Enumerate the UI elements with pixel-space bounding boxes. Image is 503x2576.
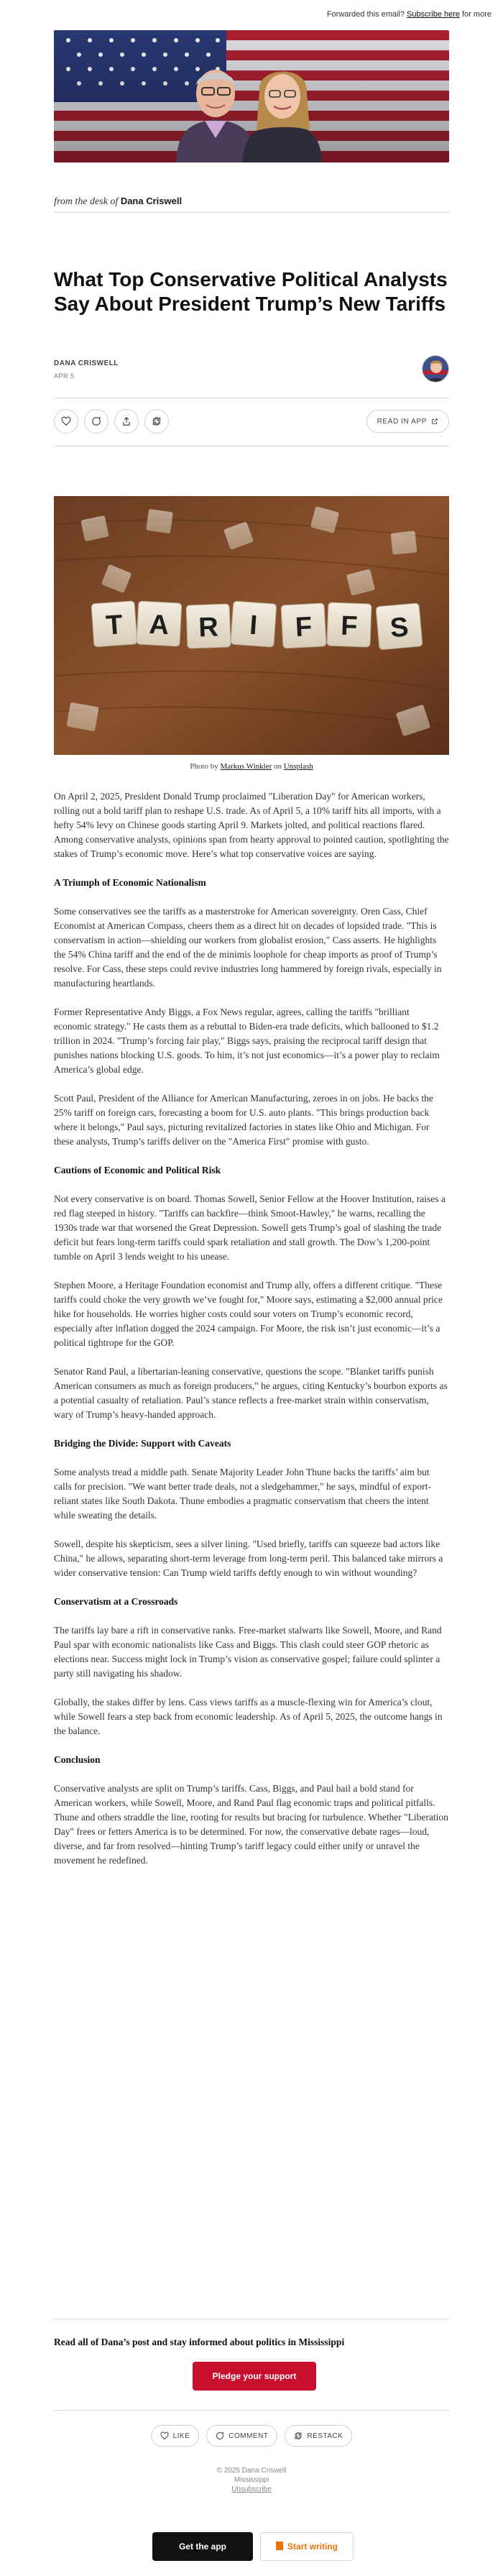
paragraph: Some conservatives see the tariffs as a masterstroke for American sovereignty. Oren Cass, Chief Economist at American Compass, cheers them as a direct hit on decades of lopsided trade. "This is conservatism in action—shielding our workers from globalist erosion," Cass asserts. He highlights the 54% China tariff and the end of the de minimis loophole for cheap imports as proof of Trump’s resolve. For Cass, these steps could revive industries long hammered by foreign rivals, especially in manufacturing heartlands. <box>54 906 442 989</box>
subscribe-link[interactable]: Subscribe here <box>407 10 461 19</box>
paragraph: Scott Paul, President of the Alliance for American Manufacturing, zeroes in on jobs. He backs the 25% tariff on foreign cars, forecasting a boom for U.S. auto plants. "This brings production back where it belongs," Paul says, picturing revitalized factories in states like Ohio and Michigan. For these analysts, Trump’s tariffs deliver on the "America First" promise with gusto. <box>54 1093 433 1147</box>
paragraph: Some analysts tread a middle path. Senate Majority Leader John Thune backs the tariffs’ aim but calls for precision. "We want better trade deals, not a sledgehammer," he says, mindful of export-reliant states like South Dakota. Thune embodies a pragmatic conservatism that cheers the intent while sweating the details. <box>54 1467 431 1521</box>
footer-location: Mississippi <box>234 2476 269 2484</box>
paragraph: On April 2, 2025, President Donald Trump proclaimed "Liberation Day" for American workers, rolling out a bold tariff plan to reshape U.S. trade. As of April 5, a 10% tariff hits all imports, with a hefty 54% levy on Chinese goods starting April 9. Markets jolted, and political reactions flared. Among conservative analysts, opinions span from hearty approval to pointed caution, spotlighting the stakes of Trump’s economic move. Here’s what top conservative voices are saying. <box>54 791 449 859</box>
unsplash-link[interactable]: Unsplash <box>283 762 313 771</box>
section-heading: Bridging the Divide: Support with Caveats <box>54 1438 231 1449</box>
tile-letter: I <box>248 610 259 641</box>
restack-pill-button[interactable] <box>285 2425 352 2447</box>
like-label: LIKE <box>172 2431 190 2440</box>
share-icon <box>121 416 131 426</box>
unsubscribe-link[interactable]: Unsubscribe <box>231 2485 272 2493</box>
caption-mid: on <box>274 762 282 771</box>
comment-icon <box>216 2431 224 2440</box>
restack-icon <box>294 2431 303 2440</box>
forward-suffix: for more <box>462 10 492 19</box>
paragraph: Conservative analysts are split on Trump’s tariffs. Cass, Biggs, and Paul hail a bold stand for American workers, while Sowell, Moore, and Rand Paul flag economic traps and political pitfalls. Thune and others straddle the line, rooting for results but bracing for turbulence. Whether "Liberation Day" frees or fetters America is to be determined. For now, the conservative debate rages—loud, diverse, and far from resolved—hinting Trump’s tariff legacy could either unify or unravel the movement he redefined. <box>54 1783 448 1866</box>
section-heading: Conservatism at a Crossroads <box>54 1596 178 1607</box>
divider <box>54 2410 449 2411</box>
like-button[interactable] <box>54 409 78 434</box>
restack-icon <box>152 416 162 426</box>
flag-photo <box>54 30 449 162</box>
section-heading: Cautions of Economic and Political Risk <box>54 1165 221 1175</box>
tile-letter: T <box>105 610 124 641</box>
comment-pill-button[interactable] <box>206 2425 277 2447</box>
scrabble-tiles-image <box>54 496 449 755</box>
post-author[interactable]: DANA CRISWELL <box>54 359 119 367</box>
external-link-icon <box>431 418 438 425</box>
paragraph: The tariffs lay bare a rift in conservative ranks. Free-market stalwarts like Sowell, Moore, and Rand Paul spar with economic nationalists like Cass and Biggs. This clash could steer GOP rhetoric as elections near. Success might lock in Trump’s vision as conservative gospel; failure could splinter a party still navigating his shadow. <box>54 1625 442 1679</box>
tile-letter: S <box>389 612 410 644</box>
tile-letter: A <box>148 609 170 641</box>
author-avatar[interactable] <box>422 355 449 382</box>
pledge-support-button[interactable]: Pledge your support <box>193 2362 316 2391</box>
heart-icon <box>160 2431 169 2440</box>
desk-author-name: Dana Criswell <box>120 196 183 206</box>
start-writing-label: Start writing <box>287 2541 338 2552</box>
desk-line <box>54 196 449 208</box>
photographer-link[interactable]: Markus Winkler <box>220 762 272 771</box>
post-actions <box>54 407 449 436</box>
comment-button[interactable] <box>84 409 109 434</box>
forward-bar <box>0 0 503 29</box>
tile-letter: R <box>198 612 219 643</box>
read-in-app-button[interactable] <box>366 410 449 433</box>
paragraph: Not every conservative is on board. Thomas Sowell, Senior Fellow at the Hoover Institution, raises a red flag steeped in history. "Tariffs can backfire—think Smoot-Hawley," he warns, recalling the 1930s trade war that worsened the Great Depression. Sowell gets Trump’s goal of slashing the trade deficit but fears long-term tariffs could spark retaliation and stall growth. The Dow’s 1,200-point tumble on April 3 lends weight to his unease. <box>54 1193 446 1262</box>
read-in-app-label: READ IN APP <box>377 417 427 426</box>
section-heading: Conclusion <box>54 1754 101 1765</box>
footer <box>0 2466 503 2494</box>
comment-label: COMMENT <box>229 2431 269 2440</box>
comment-icon <box>91 416 101 426</box>
article-body <box>54 789 449 1882</box>
desk-from: from the desk of <box>54 196 119 207</box>
restack-label: RESTACK <box>307 2431 343 2440</box>
post-date: APR 5 <box>54 372 75 380</box>
caption-prefix: Photo by <box>190 762 218 771</box>
forward-prefix: Forwarded this email? <box>326 10 405 19</box>
heart-icon <box>61 416 71 426</box>
like-pill-button[interactable] <box>151 2425 200 2447</box>
divider <box>54 212 449 213</box>
tile-letter: F <box>294 611 313 643</box>
paragraph: Sowell, despite his skepticism, sees a silver lining. "Used briefly, tariffs can squeeze bad actors like China," he allows, separating short-term leverage from long-term peril. This balanced take mirrors a wider conservative tension: Can Trump wield tariffs deftly enough to win without wounding? <box>54 1539 443 1578</box>
avatar-image <box>423 356 449 382</box>
share-button[interactable] <box>114 409 139 434</box>
substack-logo-icon <box>276 2541 283 2550</box>
tariffs-photo <box>54 496 449 755</box>
footer-copyright: © 2025 Dana Criswell <box>216 2467 287 2475</box>
paragraph: Globally, the stakes differ by lens. Cass views tariffs as a muscle-flexing win for America’s clout, while Sowell fears a step back from economic leadership. As of April 5, 2025, the outcome hangs in the balance. <box>54 1697 443 1736</box>
post-title: What Top Conservative Political Analysts Say About President Trump’s New Tariffs <box>54 268 448 315</box>
paragraph: Senator Rand Paul, a libertarian-leaning conservative, questions the scope. "Blanket tariffs punish American consumers as much as foreign producers," he argues, citing Kentucky’s bourbon exports as a potential casualty of retaliation. Paul’s stance reflects a free-market strain within conservatism, wary of Trump’s heavy-handed approach. <box>54 1366 448 1420</box>
cta-text: Read all of Dana’s post and stay informed about politics in Mississippi <box>54 2337 345 2347</box>
bottom-actions <box>0 2425 503 2447</box>
tile-letter: F <box>340 610 359 642</box>
paragraph: Stephen Moore, a Heritage Foundation economist and Trump ally, offers a different critique. "These tariffs could choke the very growth we’ve fought for," Moore says, estimating a $2,000 annual price hike for households. He worries higher costs could sour voters on Trump’s economic record, especially after inflation dogged the 2024 campaign. For Moore, the risk isn’t just economic—it’s a political tightrope for the GOP. <box>54 1280 443 1348</box>
photo-caption <box>54 762 449 771</box>
paragraph: Former Representative Andy Biggs, a Fox News regular, agrees, calling the tariffs "brilliant economic strategy." He casts them as a rebuttal to Biden-era trade deficits, which ballooned to $1.2 trillion in 2024. "Trump’s forcing fair play," Biggs says, praising the reciprocal tariff design that punishes nations blocking U.S. goods. To him, it’s not just economics—it’s a power play to reclaim America’s global edge. <box>54 1007 440 1075</box>
start-writing-button[interactable] <box>260 2532 354 2561</box>
restack-button[interactable] <box>144 409 169 434</box>
section-heading: A Triumph of Economic Nationalism <box>54 877 206 888</box>
get-the-app-button[interactable]: Get the app <box>152 2532 253 2561</box>
header-banner-image <box>54 30 449 162</box>
